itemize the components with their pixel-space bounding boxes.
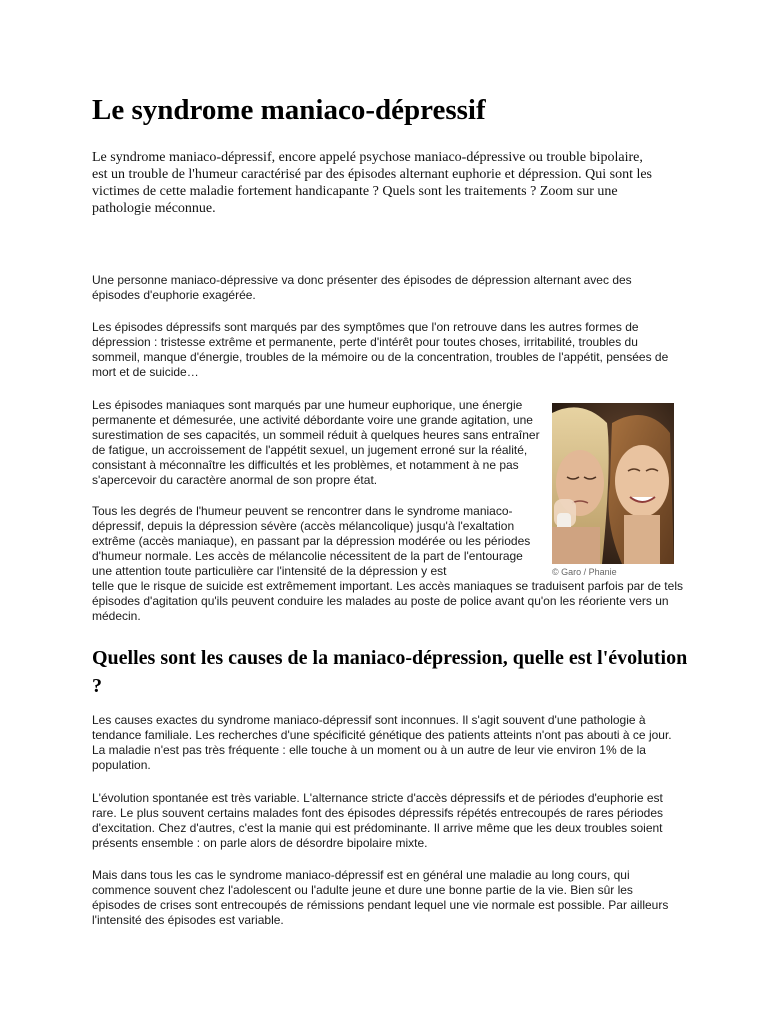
article-photo [552,403,674,564]
body-paragraph-6: L'évolution spontanée est très variable. L'alternance stricte d'accès dépressifs et de périodes d'euphorie est rare. Le plus souvent certains malades font des épisodes dépressifs répétés entrecoupés de rares périodes d'excitation. Chez d'autres, c'est la manie qui est prédominante. Il arrive même que les deux troubles soient présents ensemble : on parle alors de désordre bipolaire mixte. [92,791,663,850]
photo-two-faces-icon [552,403,674,564]
photo-caption: © Garo / Phanie [552,567,617,577]
body-paragraph-2: Les épisodes dépressifs sont marqués par des symptômes que l'on retrouve dans les autres formes de dépression : tristesse extrême et permanente, perte d'intérêt pour toutes choses, irritabilité, troubles du sommeil, manque d'énergie, troubles de la mémoire ou de la concentration, troubles de l'appétit, pensées de mort et de suicide… [92,320,669,379]
intro-paragraph: Le syndrome maniaco-dépressif, encore appelé psychose maniaco-dépressive ou trouble bipolaire, est un trouble de l'humeur caractérisé par des épisodes alternant euphorie et dépression. Qui sont les victimes de cette maladie fortement handicapante ? Quels sont les traitements ? Zoom sur une pathologie méconnue. [92,150,653,216]
body-paragraph-4-part-1: Tous les degrés de l'humeur peuvent se rencontrer dans le syndrome maniaco-dépressif, depuis la dépression sévère (accès mélancolique) jusqu'à l'exaltation extrême (accès maniaque), en passant par la dépression modérée ou les périodes d'humeur normale. Les accès de mélancolie nécessitent de la part de l'entourage une attention toute particulière car l'intensité de la dépression y est [92,504,531,578]
body-paragraph-7: Mais dans tous les cas le syndrome maniaco-dépressif est en général une maladie au long cours, qui commence souvent chez l'adolescent ou l'adulte jeune et dure une bonne partie de la vie. Bien sûr les épisodes de crises sont entrecoupés de rémissions pendant lequel une vie normale est possible. Par ailleurs l'intensité des épisodes est variable. [92,868,669,927]
body-paragraph-3: Les épisodes maniaques sont marqués par une humeur euphorique, une énergie permanente et démesurée, une activité débordante voire une grande agitation, une surestimation de ses capacités, un sommeil réduit à quelques heures sans entraîner de fatigue, un accroissement de l'appétit sexuel, un jugement erroné sur la réalité, consistant à méconnaître les difficultés et les problèmes, et notamment à ne pas s'apercevoir du caractère anormal de son propre état. [92,398,540,487]
page-title: Le syndrome maniaco-dépressif [92,94,486,126]
section-heading: Quelles sont les causes de la maniaco-dépression, quelle est l'évolution ? [92,647,688,697]
body-paragraph-5: Les causes exactes du syndrome maniaco-dépressif sont inconnues. Il s'agit souvent d'une pathologie à tendance familiale. Les recherches d'une spécificité génétique des patients atteints n'ont pas abouti à ce jour. La maladie n'est pas très fréquente : elle touche à un moment ou à un autre de leur vie environ 1% de la population. [92,713,672,772]
body-paragraph-4-part-2: telle que le risque de suicide est extrêmement important. Les accès maniaques se traduisent parfois par de tels épisodes d'agitation qu'ils peuvent conduire les malades au poste de police avant qu'on les réoriente vers un médecin. [92,579,683,623]
body-paragraph-1: Une personne maniaco-dépressive va donc présenter des épisodes de dépression alternant avec des épisodes d'euphorie exagérée. [92,273,632,302]
